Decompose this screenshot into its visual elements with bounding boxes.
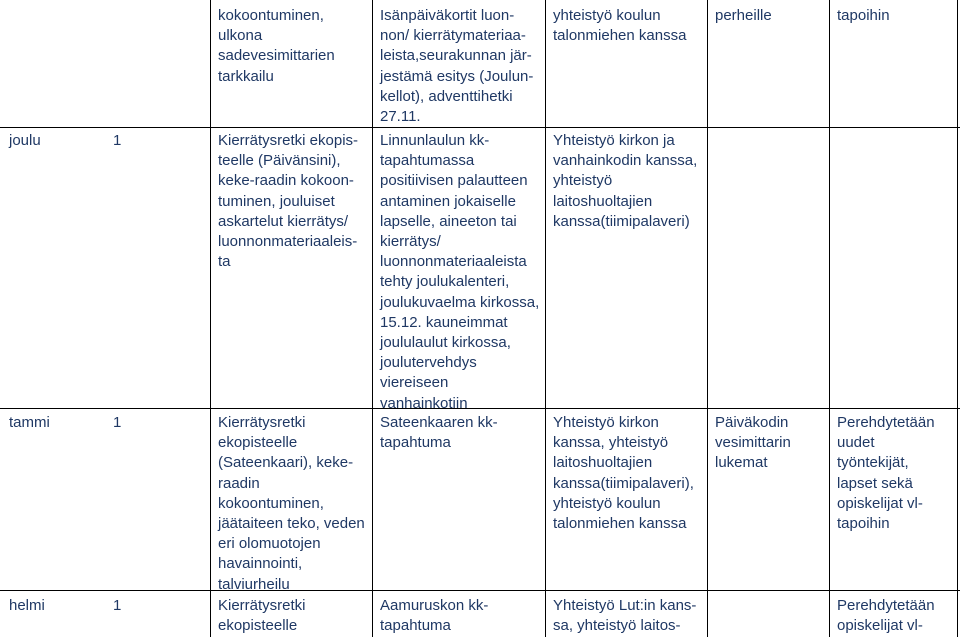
month-cell: joulu <box>9 132 41 149</box>
column-divider <box>545 0 546 637</box>
cooperation-cell: yhteistyö koulun talonmiehen kanssa <box>553 7 687 45</box>
month-cell: helmi <box>9 597 45 614</box>
activity-cell: Kierrätysretki ekopisteelle (Sateenkaari), keke- raadin kokoontuminen, jäätaiteen teko, veden eri olomuotojen havainnointi, talviurheilu <box>218 414 365 593</box>
cooperation-cell: Yhteistyö kirkon ja vanhainkodin kanssa, yhteistyö laitoshuoltajien kanssa(tiimipalaveri) <box>553 132 698 230</box>
activity-cell: Kierrätysretki ekopisteelle <box>218 597 306 635</box>
column6-cell: Päiväkodin vesimittarin lukemat <box>715 414 791 472</box>
activity-cell: Kierrätysretki ekopis- teelle (Päivänsini), keke-raadin kokoon- tuminen, jouluiset askartelut kierrätys/ luonnonmateriaaleis- ta <box>218 132 359 271</box>
column7-cell: tapoihin <box>837 7 890 24</box>
event-cell: Sateenkaaren kk- tapahtuma <box>380 414 498 452</box>
column-divider <box>957 0 958 637</box>
count-cell: 1 <box>113 132 122 149</box>
column-divider <box>829 0 830 637</box>
cooperation-cell: Yhteistyö kirkon kanssa, yhteistyö laitoshuoltajien kanssa(tiimipalaveri), yhteistyö koulun talonmiehen kanssa <box>553 414 694 533</box>
column7-cell: Perehdytetään opiskelijat vl- <box>837 597 935 635</box>
event-cell: Isänpäiväkortit luon- non/ kierrätymateriaa- leista,seurakunnan jär- jestämä esitys (Joulun- kellot), adventtihetki 27.11. <box>380 7 534 126</box>
column-divider <box>210 0 211 637</box>
month-cell: tammi <box>9 414 50 431</box>
count-cell: 1 <box>113 414 122 431</box>
event-cell: Linnunlaulun kk- tapahtumassa positiivisen palautteen antaminen jokaiselle lapselle, aineeton tai kierrätys/ luonnonmateriaaleista tehty joulukalenteri, joulukuvaelma kirkossa, 15.12. kauneimmat joululaulut kirkossa, joulutervehdys viereiseen vanhainkotiin <box>380 132 540 412</box>
event-cell: Aamuruskon kk- tapahtuma <box>380 597 489 635</box>
column-divider <box>372 0 373 637</box>
column7-cell: Perehdytetään uudet työntekijät, lapset sekä opiskelijat vl- tapoihin <box>837 414 935 533</box>
row-divider <box>0 590 960 591</box>
cooperation-cell: Yhteistyö Lut:in kans- sa, yhteistyö laitos- <box>553 597 697 635</box>
column6-cell: perheille <box>715 7 772 24</box>
column-divider <box>707 0 708 637</box>
activity-cell: kokoontuminen, ulkona sadevesimittarien tarkkailu <box>218 7 335 85</box>
count-cell: 1 <box>113 597 122 614</box>
